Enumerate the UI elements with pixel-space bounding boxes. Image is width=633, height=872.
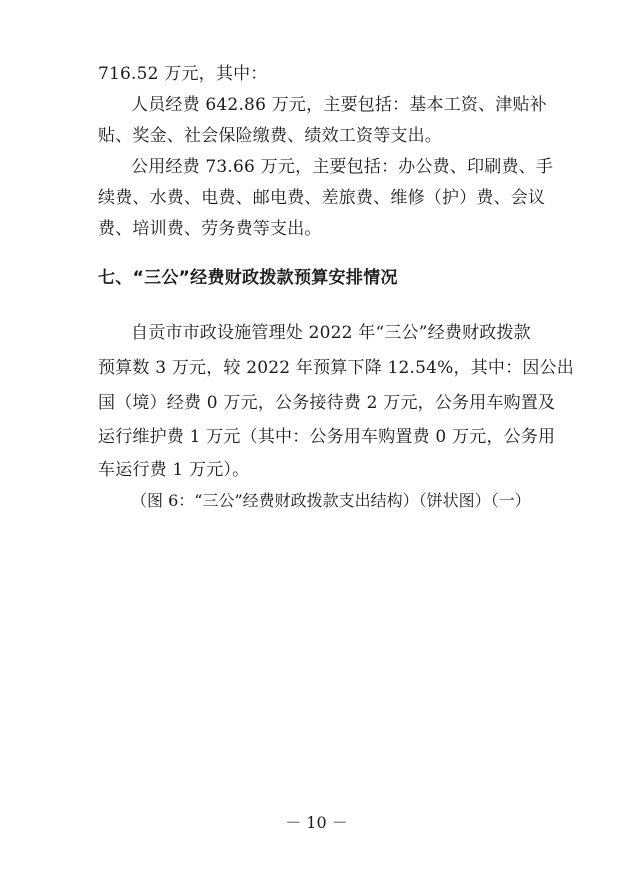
paragraph-line: 人员经费 642.86 万元，主要包括：基本工资、津贴补 bbox=[131, 95, 547, 115]
paragraph-line: 运行维护费 1 万元（其中：公务用车购置费 0 万元，公务用 bbox=[98, 427, 556, 447]
paragraph-line: 贴、奖金、社会保险缴费、绩效工资等支出。 bbox=[98, 126, 442, 146]
paragraph-line: 716.52 万元，其中： bbox=[98, 64, 268, 84]
paragraph-line: 自贡市市政设施管理处 2022 年“三公”经费财政拨款 bbox=[131, 323, 531, 343]
paragraph-line: 公用经费 73.66 万元，主要包括：办公费、印刷费、手 bbox=[131, 157, 554, 177]
page-number: － 10 － bbox=[285, 813, 348, 832]
section-heading: 七、“三公”经费财政拨款预算安排情况 bbox=[98, 268, 398, 288]
paragraph-line: 费、培训费、劳务费等支出。 bbox=[98, 219, 322, 239]
figure-caption: （图 6：“三公”经费财政拨款支出结构）（饼状图）（一） bbox=[131, 491, 531, 510]
paragraph-line: 续费、水费、电费、邮电费、差旅费、维修（护）费、会议 bbox=[98, 188, 546, 208]
paragraph-line: 国（境）经费 0 万元，公务接待费 2 万元，公务用车购置及 bbox=[98, 393, 556, 413]
paragraph-line: 车运行费 1 万元）。 bbox=[98, 460, 250, 480]
paragraph-line: 预算数 3 万元，较 2022 年预算下降 12.54%，其中：因公出 bbox=[98, 358, 574, 378]
